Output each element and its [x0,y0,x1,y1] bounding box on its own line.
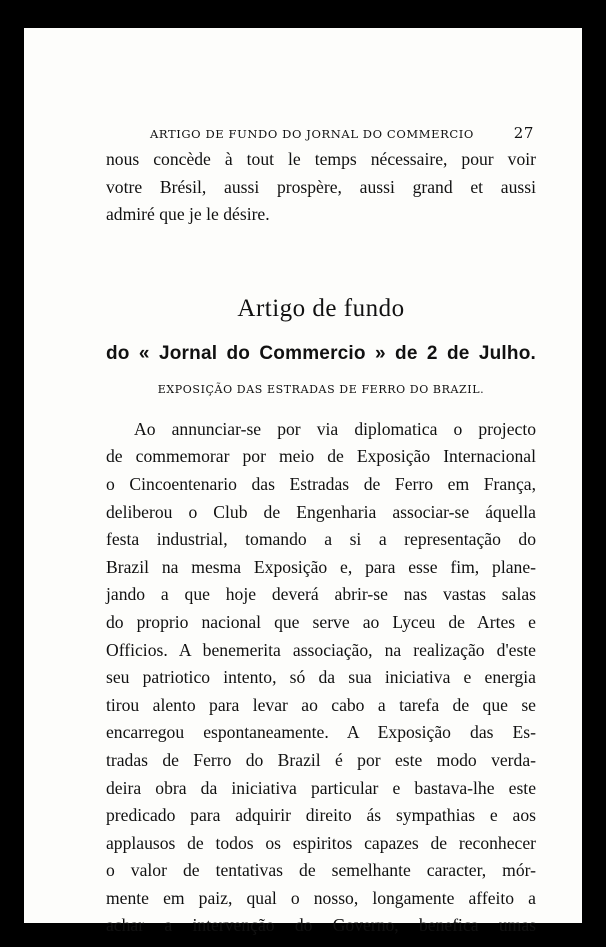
text-line: mente em paiz, qual o nosso, longamente affeito a [106,887,536,908]
page-sheet [24,28,582,936]
page-content [106,124,536,940]
text-line: Officios. A benemerita associação, na realização d'este [106,639,536,660]
text-line-content: Ao annunciar-se por via diplomatica o projecto [134,418,536,439]
text-line: deira obra da iniciativa particular e bastava-lhe este [106,777,536,798]
running-head [106,124,536,146]
text-line: tradas de Ferro do Brazil é por este modo verda- [106,749,536,770]
text-line: applausos de todos os espiritos capazes de reconhecer [106,832,536,853]
text-line: do proprio nacional que serve ao Lyceu de Artes e [106,611,536,632]
article-title: Artigo de fundo [237,294,405,322]
article-paragraph [106,416,536,940]
page-number: 27 [513,124,534,142]
text-line: admiré que je le désire. [106,204,270,225]
text-line: de commemorar por meio de Exposição Internacional [106,446,536,467]
running-head-title: ARTIGO DE FUNDO DO JORNAL DO COMMERCIO [150,127,474,141]
text-line: predicado para adquirir direito ás sympathias e aos [106,805,536,826]
text-line [106,416,536,444]
text-line: encarregou espontaneamente. A Exposição das Es- [106,722,536,743]
section-heading: EXPOSIÇÃO DAS ESTRADAS DE FERRO DO BRAZIL. [157,382,485,396]
text-line: jando a que hoje deverá abrir-se nas vastas salas [106,584,536,605]
text-line: tirou alento para levar ao cabo a tarefa de que se [106,694,536,715]
text-line: nous concède à tout le temps nécessaire, pour voir [106,149,536,169]
text-line: deliberou o Club de Engenharia associar-se áquella [106,501,536,522]
text-line: o Cincoentenario das Estradas de Ferro em França, [106,473,536,494]
text-line: seu patriotico intento, só da sua iniciativa e energia [106,667,536,688]
opening-text [106,146,536,229]
page-frame [8,8,598,939]
article-subtitle: do « Jornal do Commercio » de 2 de Julho. [106,342,536,364]
text-line: Brazil na mesma Exposição e, para esse fim, plane- [106,556,536,577]
text-line: o valor de tentativas de semelhante caracter, mór- [106,860,536,881]
text-line: votre Brésil, aussi prospère, aussi grand et aussi [106,176,536,197]
text-line: achar a intervenção do Governo, benefica umas [106,915,536,936]
text-line: festa industrial, tomando a si a representação do [106,529,536,550]
